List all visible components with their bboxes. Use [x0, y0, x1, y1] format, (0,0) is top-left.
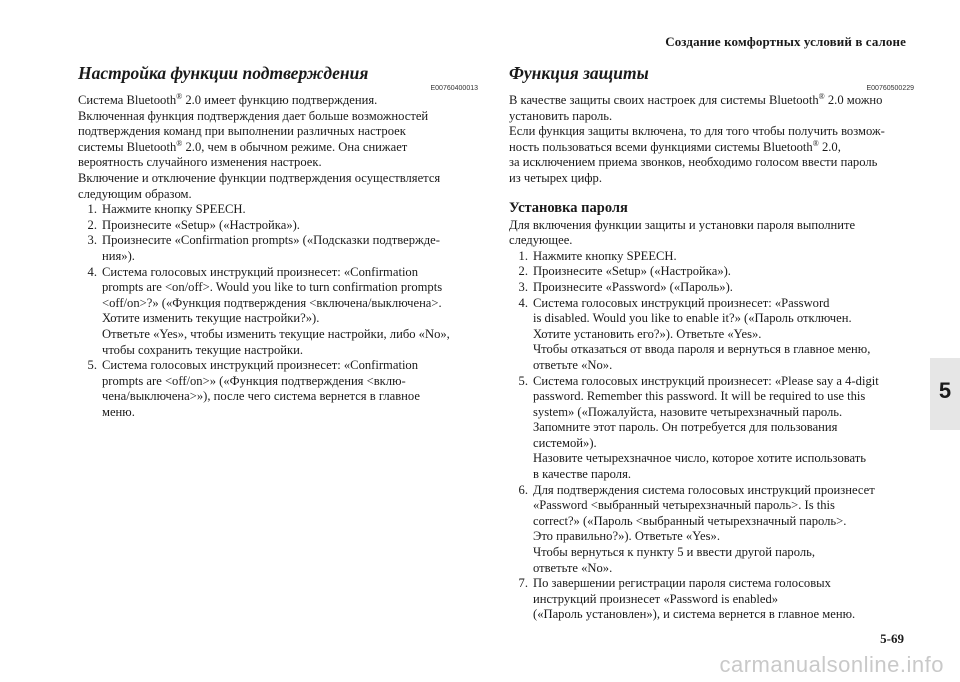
chapter-tab: [930, 358, 960, 430]
step-item: [511, 249, 914, 265]
running-header: Создание комфортных условий в салоне: [665, 34, 906, 49]
step-number: 6.: [518, 482, 528, 497]
step-text: Произнесите «Confirmation prompts» («Подсказки подтвержде- ния»).: [102, 233, 440, 263]
step-item: [80, 218, 478, 234]
step-number: 7.: [518, 576, 528, 591]
step-text: Произнесите «Password» («Пароль»).: [533, 279, 733, 294]
step-number: 1.: [518, 248, 528, 263]
page-number: 5-69: [880, 631, 904, 646]
step-text: Произнесите «Setup» («Настройка»).: [533, 264, 731, 279]
step-item: [511, 296, 914, 374]
step-item: [511, 483, 914, 577]
step-number: 3.: [518, 279, 528, 294]
subsection-intro: Для включения функции защиты и установки пароля выполните следующее.: [509, 217, 856, 248]
step-item: [80, 358, 478, 420]
step-item: [80, 202, 478, 218]
steps-list: [78, 202, 478, 420]
step-text: Нажмите кнопку SPEECH.: [102, 202, 246, 217]
step-item: [511, 280, 914, 296]
step-number: 4.: [87, 264, 97, 279]
step-text: Система голосовых инструкций произнесет: «Confirmation prompts are <on/off>. Would you like to turn confirmation prompts <off/on>?» («Функция подтверждения <включена/выключена>. Хотите изменить текущие настройки?»). Ответьте «Yes», чтобы изменить текущие настройки, либо «No», чтобы сохранить текущие настройки.: [102, 264, 450, 357]
step-text: Система голосовых инструкций произнесет: «Please say a 4-digit password. Remember this password. It will be required to use this system» («Пожалуйста, назовите четырехзначный пароль. Запомните этот пароль. Он потребуется для пользования системой»). Назовите четырехзначное число, которое хотите использовать в качестве пароля.: [533, 373, 879, 482]
watermark: carmanualsonline.info: [719, 652, 944, 677]
step-text: Для подтверждения система голосовых инструкций произнесет «Password <выбранный четырехзначный пароль>. Is this correct?» («Пароль <выбранный четырехзначный пароль>. Это правильно?»). Ответьте «Yes». Чтобы вернуться к пункту 5 и ввести другой пароль, ответьте «No».: [533, 482, 875, 575]
chapter-number: 5: [938, 378, 952, 403]
step-text: Система голосовых инструкций произнесет: «Confirmation prompts are <off/on>» («Функция подтверждения <вклю- чена/выключена>»), после чего система вернется в главное меню.: [102, 358, 420, 419]
section-title: Настройка функции подтверждения: [78, 63, 369, 83]
section-intro: В качестве защиты своих настроек для системы Bluetooth® 2.0 можно установить пароль. Если функция защиты включена, то для того чтобы получить возмож- ность пользоваться всеми функциями системы Bluetooth® 2.0, за исключением приема звонков, необходимо голосом ввести пароль из четырех цифр.: [509, 91, 885, 185]
step-item: [511, 576, 914, 623]
step-item: [511, 374, 914, 483]
step-text: Нажмите кнопку SPEECH.: [533, 248, 677, 263]
section-confirmation: [78, 62, 478, 420]
step-number: 5.: [518, 373, 528, 388]
step-number: 2.: [87, 217, 97, 232]
step-item: [511, 264, 914, 280]
step-number: 2.: [518, 264, 528, 279]
step-text: Система голосовых инструкций произнесет: «Password is disabled. Would you like to enable it?» («Пароль отключен. Хотите установить его?»). Ответьте «Yes». Чтобы отказаться от ввода пароля и вернуться в главное меню, ответьте «No».: [533, 295, 871, 372]
step-number: 5.: [87, 358, 97, 373]
step-number: 4.: [518, 295, 528, 310]
step-text: По завершении регистрации пароля система голосовых инструкций произнесет «Password is enabled» («Пароль установлен»), и система вернется в главное меню.: [533, 576, 856, 622]
section-code: E00760400013: [430, 85, 478, 92]
subsection-title: Установка пароля: [509, 199, 628, 216]
step-text: Произнесите «Setup» («Настройка»).: [102, 217, 300, 232]
section-protection: [509, 62, 914, 623]
section-intro: Система Bluetooth® 2.0 имеет функцию подтверждения. Включенная функция подтверждения дает больше возможностей подтверждения команд при выполнении различных настроек системы Bluetooth® 2.0, чем в обычном режиме. Она снижает вероятность случайного изменения настроек. Включение и отключение функции подтверждения осуществляется следующим образом.: [78, 91, 441, 201]
section-title: Функция защиты: [509, 63, 649, 83]
step-number: 3.: [87, 233, 97, 248]
step-item: [80, 265, 478, 359]
step-item: [80, 233, 478, 264]
steps-list: [509, 249, 914, 623]
section-code: E00760500229: [866, 85, 914, 92]
step-number: 1.: [87, 202, 97, 217]
